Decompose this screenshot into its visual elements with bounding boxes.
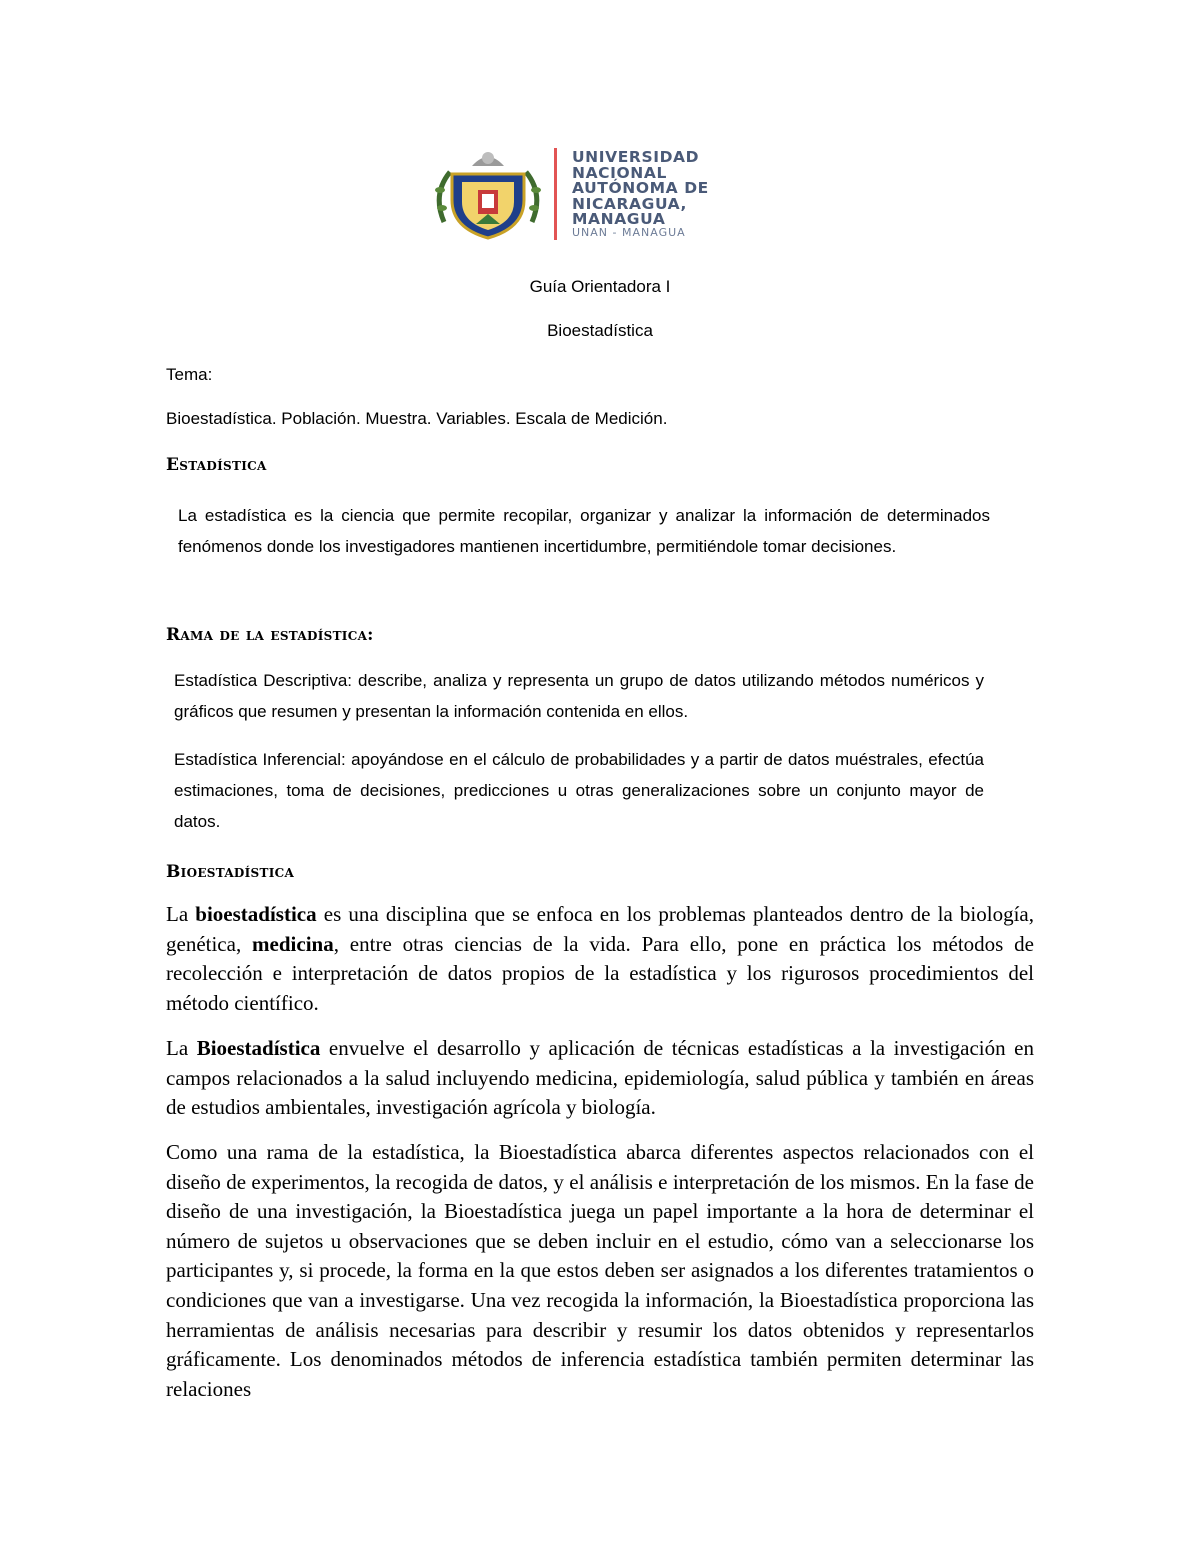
logo-line: NACIONAL (572, 163, 667, 182)
tema-text: Bioestadística. Población. Muestra. Variables. Escala de Medición. (166, 409, 668, 428)
logo-subtitle: UNAN - MANAGUA (572, 226, 686, 239)
bioestadistica-paragraph-2 (166, 1034, 1034, 1123)
descriptiva-text: Estadística Descriptiva: describe, analiza y representa un grupo de datos utilizando métodos numéricos y gráficos que resumen y presentan la información contenida en ellos. (174, 671, 984, 721)
university-logo (430, 148, 770, 242)
logo-line: AUTÓNOMA DE (572, 179, 709, 197)
bioestadistica-paragraph-3: Como una rama de la estadística, la Bioestadística abarca diferentes aspectos relacionados con el diseño de experimentos, la recogida de datos, y el análisis e interpretación de los mismos. En la fase de diseño de una investigación, la Bioestadística juega un papel importante a la hora de determinar el número de sujetos u observaciones que se deben incluir en el estudio, cómo van a seleccionarse los participantes y, si procede, la forma en la que estos deben ser asignados a los diferentes tratamientos o condiciones que van a investigarse. Una vez recogida la información, la Bioestadística proporciona las herramientas de análisis necesarias para describir y resumir los datos obtenidos y representarlos gráficamente. Los denominados métodos de inferencia estadística también permiten determinar las relaciones (166, 1140, 1034, 1401)
estadistica-definition: La estadística es la ciencia que permite recopilar, organizar y analizar la información de determinados fenómenos donde los investigadores mantienen incertidumbre, permitiéndole tomar decisiones. (178, 506, 990, 556)
heading-bioestadistica: Bioestadística (166, 862, 295, 882)
text-run: envuelve el desarrollo y aplicación de técnicas estadísticas a la investigación en campos relacionados a la salud incluyendo medicina, epidemiología, salud pública y también en áreas de estudios ambientales, investigación agrícola y biología. (166, 1036, 1034, 1120)
heading-estadistica: Estadística (166, 455, 267, 475)
heading-rama: Rama de la estadística: (166, 625, 374, 645)
document-title: Guía Orientadora I (529, 277, 671, 296)
text-run: es una disciplina que se enfoca en los problemas planteados dentro de la biología, genética, (166, 902, 1034, 956)
tema-label: Tema: (166, 365, 213, 384)
bioestadistica-paragraph-1 (166, 900, 1034, 1018)
logo-line: NICARAGUA, (572, 194, 688, 213)
bold-term: bioestadística (195, 902, 317, 926)
inferencial-text: Estadística Inferencial: apoyándose en el cálculo de probabilidades y a partir de datos muéstrales, efectúa estimaciones, toma de decisiones, predicciones u otras generalizaciones sobre un conjunto mayor de datos. (174, 750, 984, 831)
logo-line: UNIVERSIDAD (572, 148, 700, 166)
logo-line: MANAGUA (572, 210, 666, 228)
text-run: La (166, 1036, 197, 1060)
logo-name (572, 150, 772, 228)
document-subtitle: Bioestadística (547, 321, 653, 340)
bold-term: medicina (252, 931, 334, 956)
text-run: La (166, 902, 196, 926)
logo-divider (554, 148, 557, 240)
bold-term: Bioestadística (196, 1036, 321, 1060)
text-run: , entre otras ciencias de la vida. Para ello, pone en práctica los métodos de recolección e interpretación de datos propios de la estadística y los rigurosos procedimientos del método científico. (166, 931, 1035, 1015)
university-seal-icon (430, 148, 546, 242)
